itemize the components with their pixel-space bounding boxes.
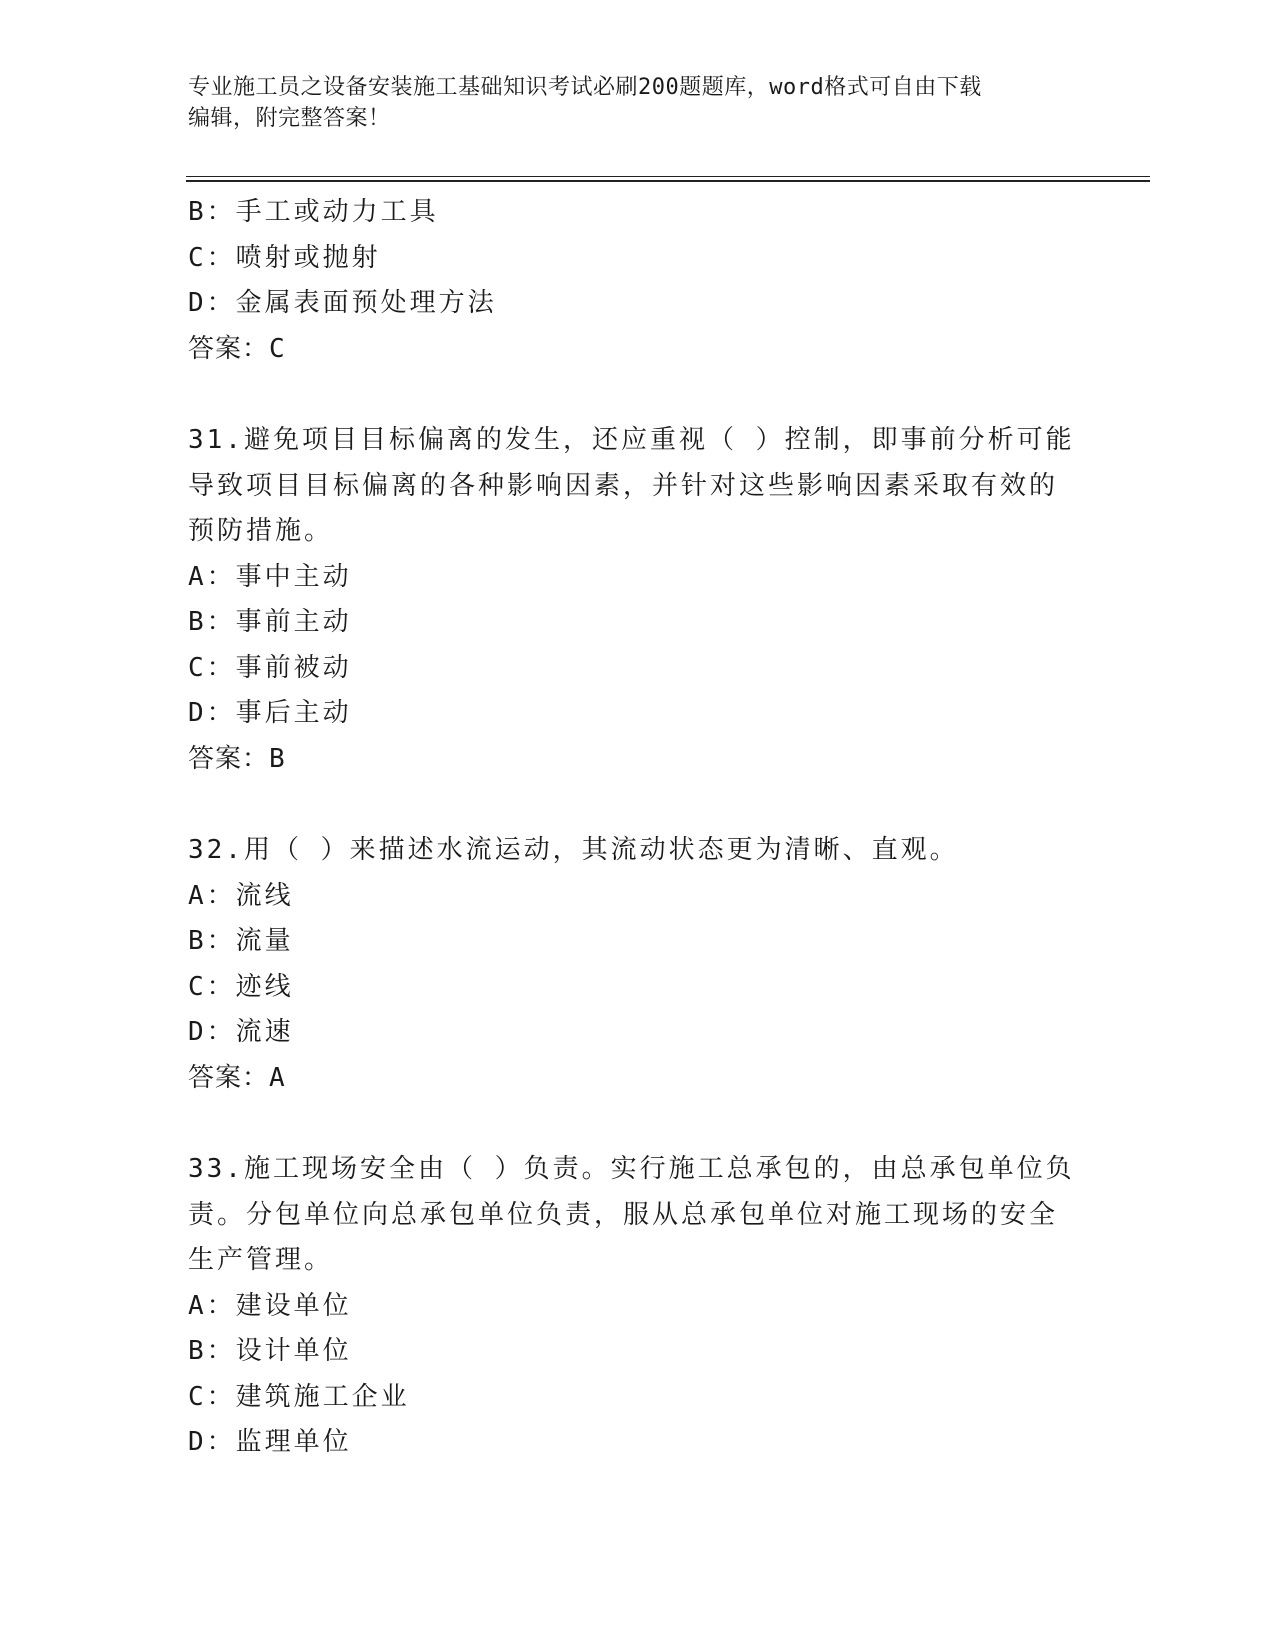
option-d: D：事后主动 [188,698,352,728]
option-b: B：事前主动 [188,607,352,637]
option-a: A：建设单位 [188,1290,352,1321]
option-b: B：设计单位 [188,1336,352,1366]
spacer [188,782,1068,828]
answer: 答案：C [188,333,286,364]
header-line: 编辑，附完整答案！ [188,106,391,131]
spacer [188,1101,1068,1147]
question-text: 预防措施。 [188,516,334,546]
option-a: A：事中主动 [188,561,352,592]
document-body [188,190,1075,1466]
question-33 [188,1147,1075,1466]
question-text: 31.避免项目目标偏离的发生，还应重视（ ）控制，即事前分析可能 [188,425,1075,455]
answer: 答案：B [188,743,286,774]
question-32 [188,828,1068,1101]
header-line: 专业施工员之设备安装施工基础知识考试必刷200题题库，word格式可自由下载 [188,75,982,100]
option-d: D：监理单位 [188,1427,352,1457]
page-header [188,72,1068,134]
option-c: C：喷射或抛射 [188,242,381,273]
option-c: C：事前被动 [188,652,352,683]
option-c: C：建筑施工企业 [188,1381,410,1412]
question-text: 导致项目目标偏离的各种影响因素，并针对这些影响因素采取有效的 [188,470,1059,501]
question-text: 生产管理。 [188,1245,334,1275]
answer: 答案：A [188,1062,286,1093]
option-a: A：流线 [188,880,294,911]
question-text: 32.用（ ）来描述水流运动，其流动状态更为清晰、直观。 [188,835,959,865]
question-text: 责。分包单位向总承包单位负责，服从总承包单位对施工现场的安全 [188,1199,1059,1230]
option-d: D：金属表面预处理方法 [188,288,497,318]
option-b: B：流量 [188,926,294,956]
question-31 [188,418,1075,782]
option-b: B：手工或动力工具 [188,197,439,227]
spacer [188,372,1068,418]
continued-question [188,190,1068,372]
question-text: 33.施工现场安全由（ ）负责。实行施工总承包的，由总承包单位负 [188,1154,1075,1184]
option-d: D：流速 [188,1017,294,1047]
option-c: C：迹线 [188,971,294,1002]
header-divider [186,176,1150,182]
